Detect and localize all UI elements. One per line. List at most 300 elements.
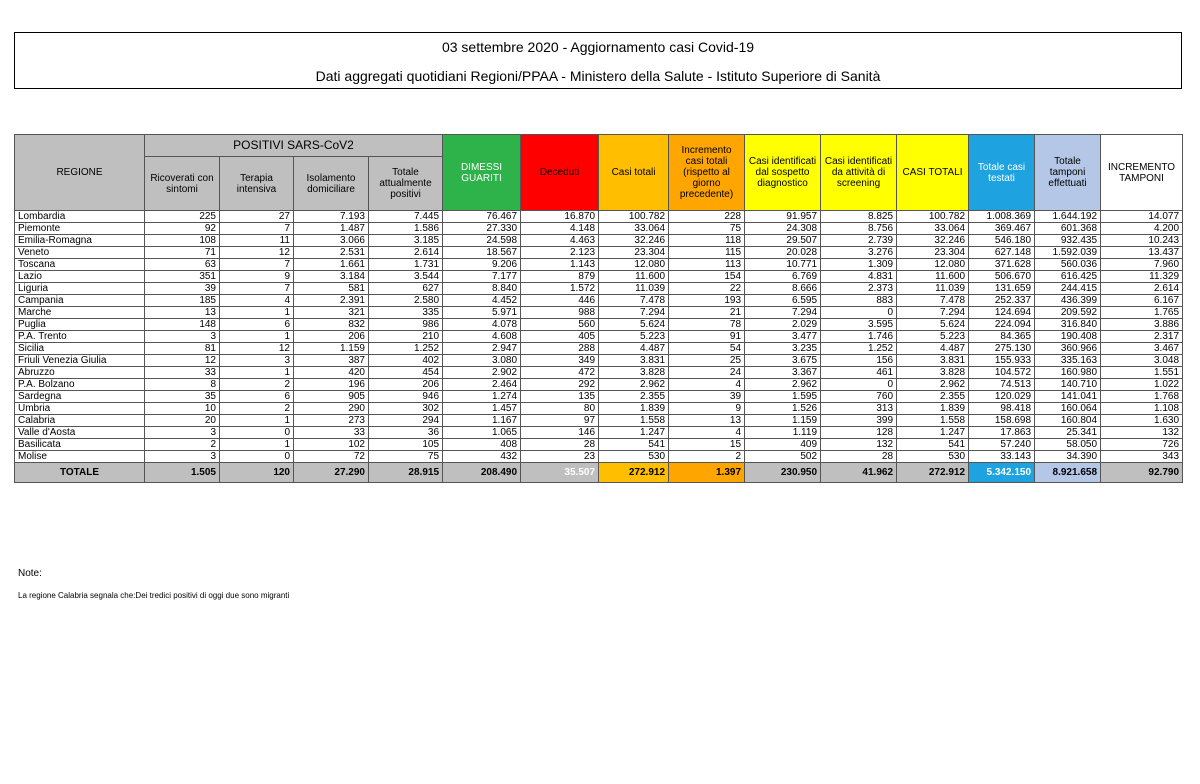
data-cell: 225 xyxy=(145,211,220,223)
header-tamponi: Totale tamponi effettuati xyxy=(1035,135,1101,211)
header-ricoverati: Ricoverati con sintomi xyxy=(145,157,220,211)
data-cell: 3.675 xyxy=(745,355,821,367)
data-cell: 0 xyxy=(220,451,294,463)
data-cell: 33 xyxy=(294,427,369,439)
data-cell: 541 xyxy=(599,439,669,451)
table-row xyxy=(15,415,1183,427)
data-cell: 24.308 xyxy=(745,223,821,235)
data-cell: 24 xyxy=(669,367,745,379)
data-cell: 2.962 xyxy=(745,379,821,391)
data-cell: 1.247 xyxy=(599,427,669,439)
table-row xyxy=(15,283,1183,295)
data-cell: 78 xyxy=(669,319,745,331)
data-cell: 905 xyxy=(294,391,369,403)
data-cell: 155.933 xyxy=(969,355,1035,367)
data-cell: 71 xyxy=(145,247,220,259)
total-label-cell: TOTALE xyxy=(15,463,145,483)
data-cell: 92 xyxy=(145,223,220,235)
data-cell: 10 xyxy=(145,403,220,415)
data-cell: 946 xyxy=(369,391,443,403)
data-cell: 7.294 xyxy=(745,307,821,319)
data-cell: 1.644.192 xyxy=(1035,211,1101,223)
data-cell: 2.391 xyxy=(294,295,369,307)
data-cell: 454 xyxy=(369,367,443,379)
table-row xyxy=(15,223,1183,235)
data-cell: 5.223 xyxy=(897,331,969,343)
data-cell: 7.177 xyxy=(443,271,521,283)
table-row xyxy=(15,235,1183,247)
data-cell: 1 xyxy=(220,307,294,319)
region-name-cell: Calabria xyxy=(15,415,145,427)
data-cell: 12 xyxy=(145,355,220,367)
data-cell: 11.600 xyxy=(897,271,969,283)
data-cell: 39 xyxy=(145,283,220,295)
data-cell: 7.193 xyxy=(294,211,369,223)
table-row xyxy=(15,307,1183,319)
data-cell: 3.831 xyxy=(897,355,969,367)
data-cell: 2 xyxy=(220,403,294,415)
data-cell: 399 xyxy=(821,415,897,427)
data-cell: 209.592 xyxy=(1035,307,1101,319)
region-name-cell: Lombardia xyxy=(15,211,145,223)
data-cell: 1.592.039 xyxy=(1035,247,1101,259)
data-cell: 1.661 xyxy=(294,259,369,271)
data-cell: 292 xyxy=(521,379,599,391)
data-cell: 294 xyxy=(369,415,443,427)
data-cell: 11.039 xyxy=(897,283,969,295)
data-cell: 8 xyxy=(145,379,220,391)
data-cell: 387 xyxy=(294,355,369,367)
data-cell: 108 xyxy=(145,235,220,247)
covid-data-table xyxy=(14,134,1183,483)
data-cell: 132 xyxy=(1101,427,1183,439)
data-cell: 4 xyxy=(669,427,745,439)
data-cell: 335 xyxy=(369,307,443,319)
report-subtitle: Dati aggregati quotidiani Regioni/PPAA - Ministero della Salute - Istituto Superiore di Sanità xyxy=(315,68,881,84)
data-cell: 1 xyxy=(220,331,294,343)
region-name-cell: Liguria xyxy=(15,283,145,295)
data-cell: 39 xyxy=(669,391,745,403)
region-name-cell: Friuli Venezia Giulia xyxy=(15,355,145,367)
data-cell: 1.022 xyxy=(1101,379,1183,391)
report-header xyxy=(14,32,1182,89)
data-cell: 0 xyxy=(220,427,294,439)
table-row xyxy=(15,295,1183,307)
data-cell: 3.595 xyxy=(821,319,897,331)
data-cell: 560 xyxy=(521,319,599,331)
data-cell: 154 xyxy=(669,271,745,283)
table-row xyxy=(15,439,1183,451)
data-cell: 23 xyxy=(521,451,599,463)
data-cell: 1.457 xyxy=(443,403,521,415)
data-cell: 2.123 xyxy=(521,247,599,259)
data-cell: 461 xyxy=(821,367,897,379)
total-row xyxy=(15,463,1183,483)
header-casi-totali-caps: CASI TOTALI xyxy=(897,135,969,211)
data-cell: 76.467 xyxy=(443,211,521,223)
table-row xyxy=(15,355,1183,367)
header-dimessi: DIMESSI GUARITI xyxy=(443,135,521,211)
total-cell: 35.507 xyxy=(521,463,599,483)
data-cell: 1.551 xyxy=(1101,367,1183,379)
data-cell: 2.373 xyxy=(821,283,897,295)
data-cell: 3 xyxy=(220,355,294,367)
header-regione: REGIONE xyxy=(15,135,145,211)
data-cell: 313 xyxy=(821,403,897,415)
data-cell: 5.971 xyxy=(443,307,521,319)
data-cell: 879 xyxy=(521,271,599,283)
data-cell: 28 xyxy=(521,439,599,451)
data-cell: 1.526 xyxy=(745,403,821,415)
data-cell: 7.960 xyxy=(1101,259,1183,271)
data-cell: 420 xyxy=(294,367,369,379)
table-row xyxy=(15,211,1183,223)
data-cell: 12.080 xyxy=(897,259,969,271)
data-cell: 1.595 xyxy=(745,391,821,403)
data-cell: 13 xyxy=(145,307,220,319)
data-cell: 124.694 xyxy=(969,307,1035,319)
region-name-cell: Sicilia xyxy=(15,343,145,355)
data-cell: 1.108 xyxy=(1101,403,1183,415)
data-cell: 2.464 xyxy=(443,379,521,391)
data-cell: 12 xyxy=(220,343,294,355)
data-cell: 244.415 xyxy=(1035,283,1101,295)
data-cell: 6 xyxy=(220,319,294,331)
data-cell: 8.825 xyxy=(821,211,897,223)
data-cell: 115 xyxy=(669,247,745,259)
data-cell: 627 xyxy=(369,283,443,295)
data-cell: 193 xyxy=(669,295,745,307)
data-cell: 190.408 xyxy=(1035,331,1101,343)
data-cell: 160.804 xyxy=(1035,415,1101,427)
data-cell: 33.064 xyxy=(897,223,969,235)
data-cell: 883 xyxy=(821,295,897,307)
data-cell: 10.243 xyxy=(1101,235,1183,247)
data-cell: 2.614 xyxy=(369,247,443,259)
data-cell: 2.029 xyxy=(745,319,821,331)
data-cell: 28 xyxy=(821,451,897,463)
region-name-cell: P.A. Trento xyxy=(15,331,145,343)
data-cell: 3.477 xyxy=(745,331,821,343)
data-cell: 3 xyxy=(145,427,220,439)
data-cell: 3.048 xyxy=(1101,355,1183,367)
total-cell: 28.915 xyxy=(369,463,443,483)
data-cell: 8.840 xyxy=(443,283,521,295)
data-cell: 5.624 xyxy=(599,319,669,331)
data-cell: 11.600 xyxy=(599,271,669,283)
data-cell: 3.886 xyxy=(1101,319,1183,331)
data-cell: 81 xyxy=(145,343,220,355)
data-cell: 4.487 xyxy=(599,343,669,355)
data-cell: 1.159 xyxy=(745,415,821,427)
region-name-cell: Puglia xyxy=(15,319,145,331)
data-cell: 3.185 xyxy=(369,235,443,247)
data-cell: 1.309 xyxy=(821,259,897,271)
table-row xyxy=(15,427,1183,439)
data-cell: 3.276 xyxy=(821,247,897,259)
data-cell: 4.148 xyxy=(521,223,599,235)
region-name-cell: P.A. Bolzano xyxy=(15,379,145,391)
data-cell: 57.240 xyxy=(969,439,1035,451)
data-cell: 2.962 xyxy=(599,379,669,391)
table-row xyxy=(15,379,1183,391)
region-name-cell: Molise xyxy=(15,451,145,463)
data-cell: 3.235 xyxy=(745,343,821,355)
table-row xyxy=(15,403,1183,415)
notes-text: La regione Calabria segnala che:Dei tredici positivi di oggi due sono migranti xyxy=(18,591,290,600)
data-cell: 351 xyxy=(145,271,220,283)
table-row xyxy=(15,259,1183,271)
data-cell: 11.329 xyxy=(1101,271,1183,283)
data-cell: 33.064 xyxy=(599,223,669,235)
data-cell: 369.467 xyxy=(969,223,1035,235)
data-cell: 132 xyxy=(821,439,897,451)
region-name-cell: Abruzzo xyxy=(15,367,145,379)
table-row xyxy=(15,331,1183,343)
data-cell: 196 xyxy=(294,379,369,391)
data-cell: 20.028 xyxy=(745,247,821,259)
data-cell: 2.739 xyxy=(821,235,897,247)
region-name-cell: Sardegna xyxy=(15,391,145,403)
data-cell: 7 xyxy=(220,223,294,235)
data-cell: 141.041 xyxy=(1035,391,1101,403)
data-cell: 1.143 xyxy=(521,259,599,271)
data-cell: 135 xyxy=(521,391,599,403)
data-cell: 25 xyxy=(669,355,745,367)
data-cell: 3.828 xyxy=(897,367,969,379)
data-cell: 13 xyxy=(669,415,745,427)
data-cell: 405 xyxy=(521,331,599,343)
region-name-cell: Lazio xyxy=(15,271,145,283)
data-cell: 9.206 xyxy=(443,259,521,271)
table-row xyxy=(15,343,1183,355)
data-cell: 506.670 xyxy=(969,271,1035,283)
header-terapia: Terapia intensiva xyxy=(220,157,294,211)
data-cell: 432 xyxy=(443,451,521,463)
data-cell: 7.478 xyxy=(897,295,969,307)
data-cell: 290 xyxy=(294,403,369,415)
data-cell: 402 xyxy=(369,355,443,367)
data-cell: 5.223 xyxy=(599,331,669,343)
data-cell: 29.507 xyxy=(745,235,821,247)
data-cell: 1.065 xyxy=(443,427,521,439)
data-cell: 9 xyxy=(669,403,745,415)
data-cell: 1.167 xyxy=(443,415,521,427)
data-cell: 7 xyxy=(220,283,294,295)
region-name-cell: Emilia-Romagna xyxy=(15,235,145,247)
data-cell: 12.080 xyxy=(599,259,669,271)
data-cell: 6.167 xyxy=(1101,295,1183,307)
data-cell: 21 xyxy=(669,307,745,319)
data-cell: 408 xyxy=(443,439,521,451)
data-cell: 371.628 xyxy=(969,259,1035,271)
data-cell: 601.368 xyxy=(1035,223,1101,235)
data-cell: 581 xyxy=(294,283,369,295)
data-cell: 546.180 xyxy=(969,235,1035,247)
data-cell: 1.586 xyxy=(369,223,443,235)
data-cell: 11 xyxy=(220,235,294,247)
data-cell: 273 xyxy=(294,415,369,427)
total-cell: 120 xyxy=(220,463,294,483)
data-cell: 118 xyxy=(669,235,745,247)
data-cell: 2.317 xyxy=(1101,331,1183,343)
data-cell: 206 xyxy=(294,331,369,343)
header-totale-positivi: Totale attualmente positivi xyxy=(369,157,443,211)
data-cell: 113 xyxy=(669,259,745,271)
data-cell: 1.768 xyxy=(1101,391,1183,403)
data-cell: 436.399 xyxy=(1035,295,1101,307)
data-cell: 10.771 xyxy=(745,259,821,271)
region-name-cell: Veneto xyxy=(15,247,145,259)
data-cell: 446 xyxy=(521,295,599,307)
data-cell: 7.478 xyxy=(599,295,669,307)
data-cell: 146 xyxy=(521,427,599,439)
header-screening: Casi identificati da attività di screening xyxy=(821,135,897,211)
data-cell: 1.839 xyxy=(897,403,969,415)
data-cell: 63 xyxy=(145,259,220,271)
data-cell: 4.078 xyxy=(443,319,521,331)
data-cell: 12 xyxy=(220,247,294,259)
data-cell: 27 xyxy=(220,211,294,223)
data-cell: 1.274 xyxy=(443,391,521,403)
data-cell: 3.367 xyxy=(745,367,821,379)
data-cell: 472 xyxy=(521,367,599,379)
region-name-cell: Valle d'Aosta xyxy=(15,427,145,439)
data-cell: 1.746 xyxy=(821,331,897,343)
region-name-cell: Toscana xyxy=(15,259,145,271)
data-cell: 2 xyxy=(220,379,294,391)
data-cell: 530 xyxy=(897,451,969,463)
data-cell: 32.246 xyxy=(599,235,669,247)
data-cell: 11.039 xyxy=(599,283,669,295)
table-row xyxy=(15,319,1183,331)
region-name-cell: Piemonte xyxy=(15,223,145,235)
data-cell: 560.036 xyxy=(1035,259,1101,271)
data-cell: 1.159 xyxy=(294,343,369,355)
data-cell: 3.544 xyxy=(369,271,443,283)
data-cell: 2.902 xyxy=(443,367,521,379)
data-cell: 275.130 xyxy=(969,343,1035,355)
data-cell: 409 xyxy=(745,439,821,451)
data-cell: 4.831 xyxy=(821,271,897,283)
data-cell: 18.567 xyxy=(443,247,521,259)
data-cell: 75 xyxy=(669,223,745,235)
data-cell: 6 xyxy=(220,391,294,403)
data-cell: 616.425 xyxy=(1035,271,1101,283)
data-cell: 343 xyxy=(1101,451,1183,463)
data-cell: 1.119 xyxy=(745,427,821,439)
table-row xyxy=(15,247,1183,259)
data-cell: 58.050 xyxy=(1035,439,1101,451)
data-cell: 84.365 xyxy=(969,331,1035,343)
data-cell: 185 xyxy=(145,295,220,307)
data-cell: 91 xyxy=(669,331,745,343)
data-cell: 80 xyxy=(521,403,599,415)
data-cell: 1 xyxy=(220,415,294,427)
total-cell: 1.397 xyxy=(669,463,745,483)
data-cell: 541 xyxy=(897,439,969,451)
data-cell: 131.659 xyxy=(969,283,1035,295)
data-cell: 74.513 xyxy=(969,379,1035,391)
total-cell: 272.912 xyxy=(897,463,969,483)
data-cell: 1.252 xyxy=(369,343,443,355)
data-cell: 228 xyxy=(669,211,745,223)
data-cell: 158.698 xyxy=(969,415,1035,427)
data-cell: 1.765 xyxy=(1101,307,1183,319)
table-row xyxy=(15,271,1183,283)
data-cell: 932.435 xyxy=(1035,235,1101,247)
data-cell: 2.531 xyxy=(294,247,369,259)
region-name-cell: Basilicata xyxy=(15,439,145,451)
data-cell: 288 xyxy=(521,343,599,355)
data-cell: 4.452 xyxy=(443,295,521,307)
data-cell: 160.064 xyxy=(1035,403,1101,415)
data-cell: 3.828 xyxy=(599,367,669,379)
data-cell: 986 xyxy=(369,319,443,331)
data-cell: 760 xyxy=(821,391,897,403)
data-cell: 36 xyxy=(369,427,443,439)
data-cell: 1.558 xyxy=(599,415,669,427)
data-cell: 25.341 xyxy=(1035,427,1101,439)
data-cell: 13.437 xyxy=(1101,247,1183,259)
data-cell: 1.731 xyxy=(369,259,443,271)
data-cell: 24.598 xyxy=(443,235,521,247)
data-cell: 302 xyxy=(369,403,443,415)
data-cell: 335.163 xyxy=(1035,355,1101,367)
data-cell: 4 xyxy=(669,379,745,391)
data-cell: 316.840 xyxy=(1035,319,1101,331)
table-row xyxy=(15,391,1183,403)
data-cell: 23.304 xyxy=(599,247,669,259)
total-cell: 92.790 xyxy=(1101,463,1183,483)
data-cell: 15 xyxy=(669,439,745,451)
notes-label: Note: xyxy=(18,568,42,579)
data-cell: 4.608 xyxy=(443,331,521,343)
report-title: 03 settembre 2020 - Aggiornamento casi Covid-19 xyxy=(441,39,755,55)
data-cell: 3.831 xyxy=(599,355,669,367)
data-cell: 7.294 xyxy=(897,307,969,319)
data-cell: 91.957 xyxy=(745,211,821,223)
data-cell: 627.148 xyxy=(969,247,1035,259)
data-cell: 3.066 xyxy=(294,235,369,247)
region-name-cell: Marche xyxy=(15,307,145,319)
data-cell: 726 xyxy=(1101,439,1183,451)
data-cell: 27.330 xyxy=(443,223,521,235)
data-cell: 4.487 xyxy=(897,343,969,355)
data-cell: 1.247 xyxy=(897,427,969,439)
header-testati: Totale casi testati xyxy=(969,135,1035,211)
data-cell: 832 xyxy=(294,319,369,331)
data-cell: 3.184 xyxy=(294,271,369,283)
data-cell: 128 xyxy=(821,427,897,439)
data-cell: 2.580 xyxy=(369,295,443,307)
data-cell: 156 xyxy=(821,355,897,367)
data-cell: 8.666 xyxy=(745,283,821,295)
data-cell: 7 xyxy=(220,259,294,271)
data-cell: 5.624 xyxy=(897,319,969,331)
data-cell: 2.962 xyxy=(897,379,969,391)
data-cell: 1.839 xyxy=(599,403,669,415)
data-cell: 1.558 xyxy=(897,415,969,427)
data-cell: 2.355 xyxy=(897,391,969,403)
data-cell: 6.769 xyxy=(745,271,821,283)
total-cell: 5.342.150 xyxy=(969,463,1035,483)
data-cell: 4 xyxy=(220,295,294,307)
data-cell: 14.077 xyxy=(1101,211,1183,223)
data-cell: 33 xyxy=(145,367,220,379)
region-name-cell: Campania xyxy=(15,295,145,307)
data-cell: 1 xyxy=(220,439,294,451)
